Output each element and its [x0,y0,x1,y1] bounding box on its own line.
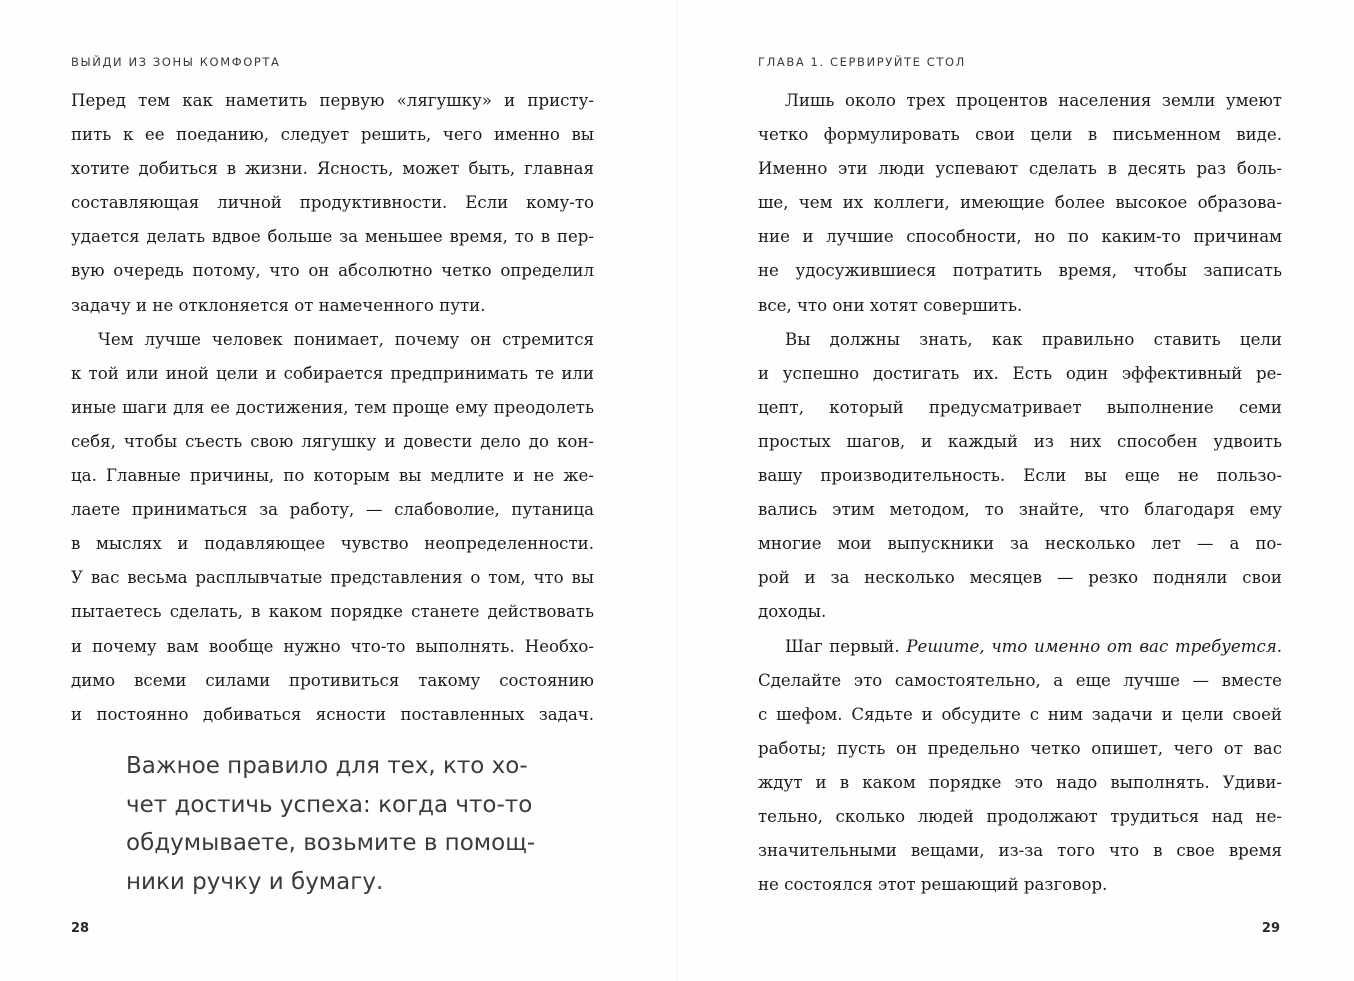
text-line: лаете приниматься за работу, — слабоволие, путаница [71,500,594,520]
left-running-head: ВЫЙДИ ИЗ ЗОНЫ КОМФОРТА [71,55,281,69]
text-line: хотите добиться в жизни. Ясность, может быть, главная [71,159,594,179]
page-number-right: 29 [1261,921,1280,936]
page-number-left: 28 [71,921,90,936]
text-line: многие мои выпускники за несколько лет — а по- [758,534,1282,554]
text-line: ждут и в каком порядке это надо выполнять. Удиви- [758,772,1282,792]
text-line: вались этим методом, то знайте, что благодаря ему [758,500,1282,520]
text-line: Перед тем как наметить первую «лягушку» и присту- [71,91,594,110]
text-line: составляющая личной продуктивности. Если кому-то [71,193,594,213]
text-line: иные шаги для ее достижения, тем проще ему преодолеть [71,397,594,417]
left-paragraph-1 [71,84,594,323]
step-label: Шаг первый. [785,636,900,656]
text-line: простых шагов, и каждый из них способен удвоить [758,431,1282,451]
text-line: и постоянно добиваться ясности поставленных задач. [71,704,594,724]
pull-quote [126,747,606,901]
text-line: в мыслях и подавляющее чувство неопределенности. [71,534,594,554]
text-line: димо всеми силами противиться такому состоянию [71,670,594,690]
text-line: Лишь около трех процентов населения земли умеют [785,91,1282,110]
text-line: пить к ее поеданию, следует решить, чего именно вы [71,125,594,145]
book-gutter [676,0,678,981]
text-line: не состоялся этот решающий разговор. [758,875,1108,895]
text-line: цепт, который предусматривает выполнение семи [758,397,1282,417]
text-line: У вас весьма расплывчатые представления о том, что вы [71,568,594,588]
right-paragraph-3 [758,630,1282,903]
pull-quote-line: Важное правило для тех, кто хо- [126,753,528,779]
text-line: пытаетесь сделать, в каком порядке станете действовать [71,602,594,622]
text-line: удается делать вдвое больше за меньшее время, то в пер- [71,227,594,247]
step-italic-text: Решите, что именно от вас требуется. [906,636,1282,656]
right-body-text [758,84,1282,902]
right-running-head: ГЛАВА 1. СЕРВИРУЙТЕ СТОЛ [758,55,966,69]
pull-quote-line: ники ручку и бумагу. [126,868,384,895]
text-line: значительными вещами, из-за того что в свое время [758,841,1282,861]
text-line: себя, чтобы съесть свою лягушку и довести дело до кон- [71,431,594,451]
right-paragraph-2 [758,323,1282,630]
text-line: и успешно достигать их. Есть один эффективный ре- [758,363,1282,383]
text-line: задачу и не отклоняется от намеченного пути. [71,295,486,315]
pull-quote-line: чет достичь успеха: когда что-то [126,791,533,818]
pull-quote-line: обдумываете, возьмите в помощ- [126,830,536,856]
text-line: ца. Главные причины, по которым вы медлите и не же- [71,466,594,486]
text-line: тельно, сколько людей продолжают трудиться над не- [758,806,1282,826]
left-body-text [71,84,594,732]
step-heading-line [758,630,1282,664]
text-line: ше, чем их коллеги, имеющие более высокое образова- [758,193,1282,213]
text-line: не удосужившиеся потратить время, чтобы записать [758,261,1282,281]
text-line: четко формулировать свои цели в письменном виде. [758,125,1282,145]
text-line: Именно эти люди успевают сделать в десять раз боль- [758,159,1282,179]
text-line: рой и за несколько месяцев — резко подняли свои [758,568,1282,588]
text-line: ние и лучшие способности, но по каким-то причинам [758,227,1282,247]
left-page [71,0,594,981]
text-line: Вы должны знать, как правильно ставить цели [785,329,1282,349]
text-line: Чем лучше человек понимает, почему он стремится [98,329,594,349]
text-line: с шефом. Сядьте и обсудите с ним задачи и цели своей [758,704,1282,724]
right-paragraph-1 [758,84,1282,323]
text-line: доходы. [758,602,827,622]
text-line: и почему вам вообще нужно что-то выполнять. Необхо- [71,636,594,656]
text-line: к той или иной цели и собирается предпринимать те или [71,363,594,383]
right-page [758,0,1282,981]
text-line: Сделайте это самостоятельно, а еще лучше — вместе [758,670,1282,690]
text-line: вашу производительность. Если вы еще не пользо- [758,466,1282,486]
text-line: все, что они хотят совершить. [758,295,1023,315]
text-line: работы; пусть он предельно четко опишет, чего от вас [758,738,1282,758]
left-paragraph-2 [71,323,594,732]
text-line: вую очередь потому, что он абсолютно четко определил [71,261,594,281]
